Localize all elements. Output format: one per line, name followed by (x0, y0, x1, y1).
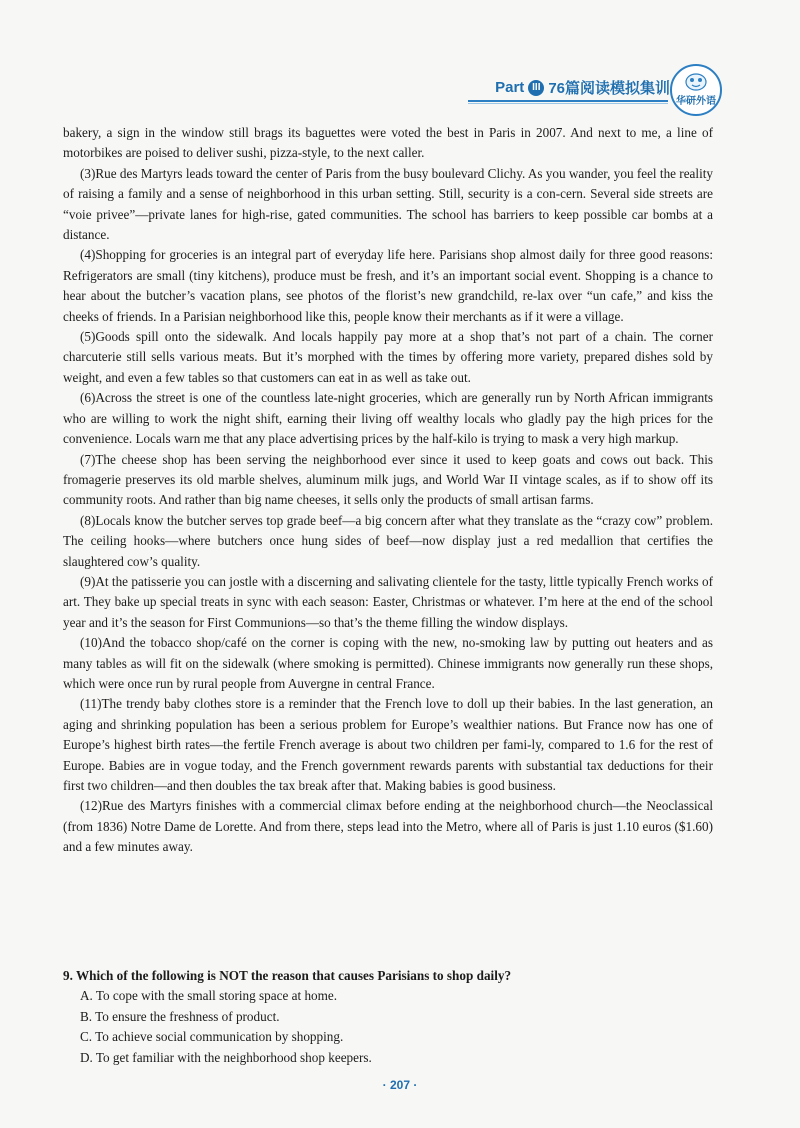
paragraph: (10)And the tobacco shop/café on the corner is coping with the new, no-smoking law by putting out heaters and as many tables as will fit on the sidewalk (where smoking is permitted). Chinese immigrants now generally run these shops, which were once run by rural people from Auvergne in central France. (63, 635, 713, 691)
paragraph: (7)The cheese shop has been serving the neighborhood ever since it used to keep goats and cows out back. This fromagerie preserves its old marble shelves, aluminum milk jugs, and World War II vintage scales, as if to show off its community roots. And rather than big name cheeses, it sells only the products of small artisan farms. (63, 451, 713, 508)
option-a: A. To cope with the small storing space at home. (80, 988, 338, 1004)
paragraph: bakery, a sign in the window still brags its baguettes were voted the best in Paris in 2007. And next to me, a line of motorbikes are poised to deliver sushi, pizza-style, to the next caller. (63, 125, 713, 161)
paragraph: (9)At the patisserie you can jostle with a discerning and salivating clientele for the tasty, little typically French works of art. They bake up special treats in sync with each season: Easter, Christmas or whatever. I’m here at the end of the school year and it’s the season for First Communions—so that’s the theme filling the window displays. (63, 573, 713, 630)
question-block (63, 966, 713, 1068)
page-header (0, 62, 800, 118)
paragraph: (6)Across the street is one of the countless late-night groceries, which are generally run by North African immigrants who are willing to work the night shift, earning their living off wealthy locals who gladly pay the high prices for the convenience. Locals warn me that any place advertising prices by the half-kilo is trying to mask a very high markup. (63, 390, 713, 447)
part-number-badge: III (528, 80, 544, 96)
paragraph: (4)Shopping for groceries is an integral part of everyday life here. Parisians shop almost daily for three good reasons: Refrigerators are small (tiny kitchens), produce must be fresh, and it’s an important social event. Shopping is a chance to hear about the butcher’s vacation plans, see photos of the florist’s new grandchild, re-lax over “un cafe,” and kiss the cheeks of friends. In a Parisian neighborhood like this, people know their merchants as if it were a village. (63, 247, 713, 324)
paragraph: (11)The trendy baby clothes store is a reminder that the French love to doll up their babies. In the last generation, an aging and shrinking population has been a serious problem for Europe’s wealthier nations. But France now has one of Europe’s highest birth rates—the fertile French average is about two children per fami-ly, compared to 1.6 for the rest of Europe. Babies are in vogue today, and the French government rewards parents with substantial tax deductions for their first two children—and then doubles the tax break after that. Making babies is good business. (63, 696, 713, 793)
header-rule-thin (468, 103, 668, 104)
paragraph: (3)Rue des Martyrs leads toward the center of Paris from the busy boulevard Clichy. As you wander, you feel the reality of raising a family and a sense of neighborhood in this urban setting. Still, security is a con-cern. Several side streets are “voie privee”—private lanes for high-rise, gated communities. The school has barriers to keep possible car bombs at a distance. (63, 165, 713, 243)
paragraph: (12)Rue des Martyrs finishes with a commercial climax before ending at the neighborhood church—the Neoclassical (from 1836) Notre Dame de Lorette. And from there, steps lead into the Metro, where all of Paris is just 1.10 euros ($1.60) and a few minutes away. (63, 798, 713, 855)
header-rule (468, 100, 668, 102)
publisher-logo-icon (668, 62, 724, 118)
page-number: · 207 · (382, 1078, 418, 1092)
article-body (63, 123, 713, 858)
option-d: D. To get familiar with the neighborhood shop keepers. (80, 1049, 372, 1065)
publisher-logo-text: 华研外语 (676, 96, 716, 107)
option-b: B. To ensure the freshness of product. (80, 1008, 280, 1024)
paragraph: (5)Goods spill onto the sidewalk. And locals happily pay more at a shop that’s not part of a chain. The corner charcuterie still sells various meats. But it’s morphed with the times by offering more variety, prepared dishes sold by weight, and even a few tables so that customers can eat in as well as take out. (63, 329, 713, 385)
question-stem: 9. Which of the following is NOT the reason that causes Parisians to shop daily? (63, 968, 512, 983)
paragraph: (8)Locals know the butcher serves top grade beef—a big concern after what they translate as the “crazy cow” problem. The ceiling hooks—where butchers once hung sides of beef—now display just a red medallion that certifies the slaughtered cow’s quality. (63, 512, 713, 569)
part-label: Part (495, 79, 525, 96)
book-title: 76篇阅读模拟集训 (548, 80, 670, 97)
section-title (495, 77, 670, 98)
option-c: C. To achieve social communication by shopping. (80, 1029, 344, 1045)
